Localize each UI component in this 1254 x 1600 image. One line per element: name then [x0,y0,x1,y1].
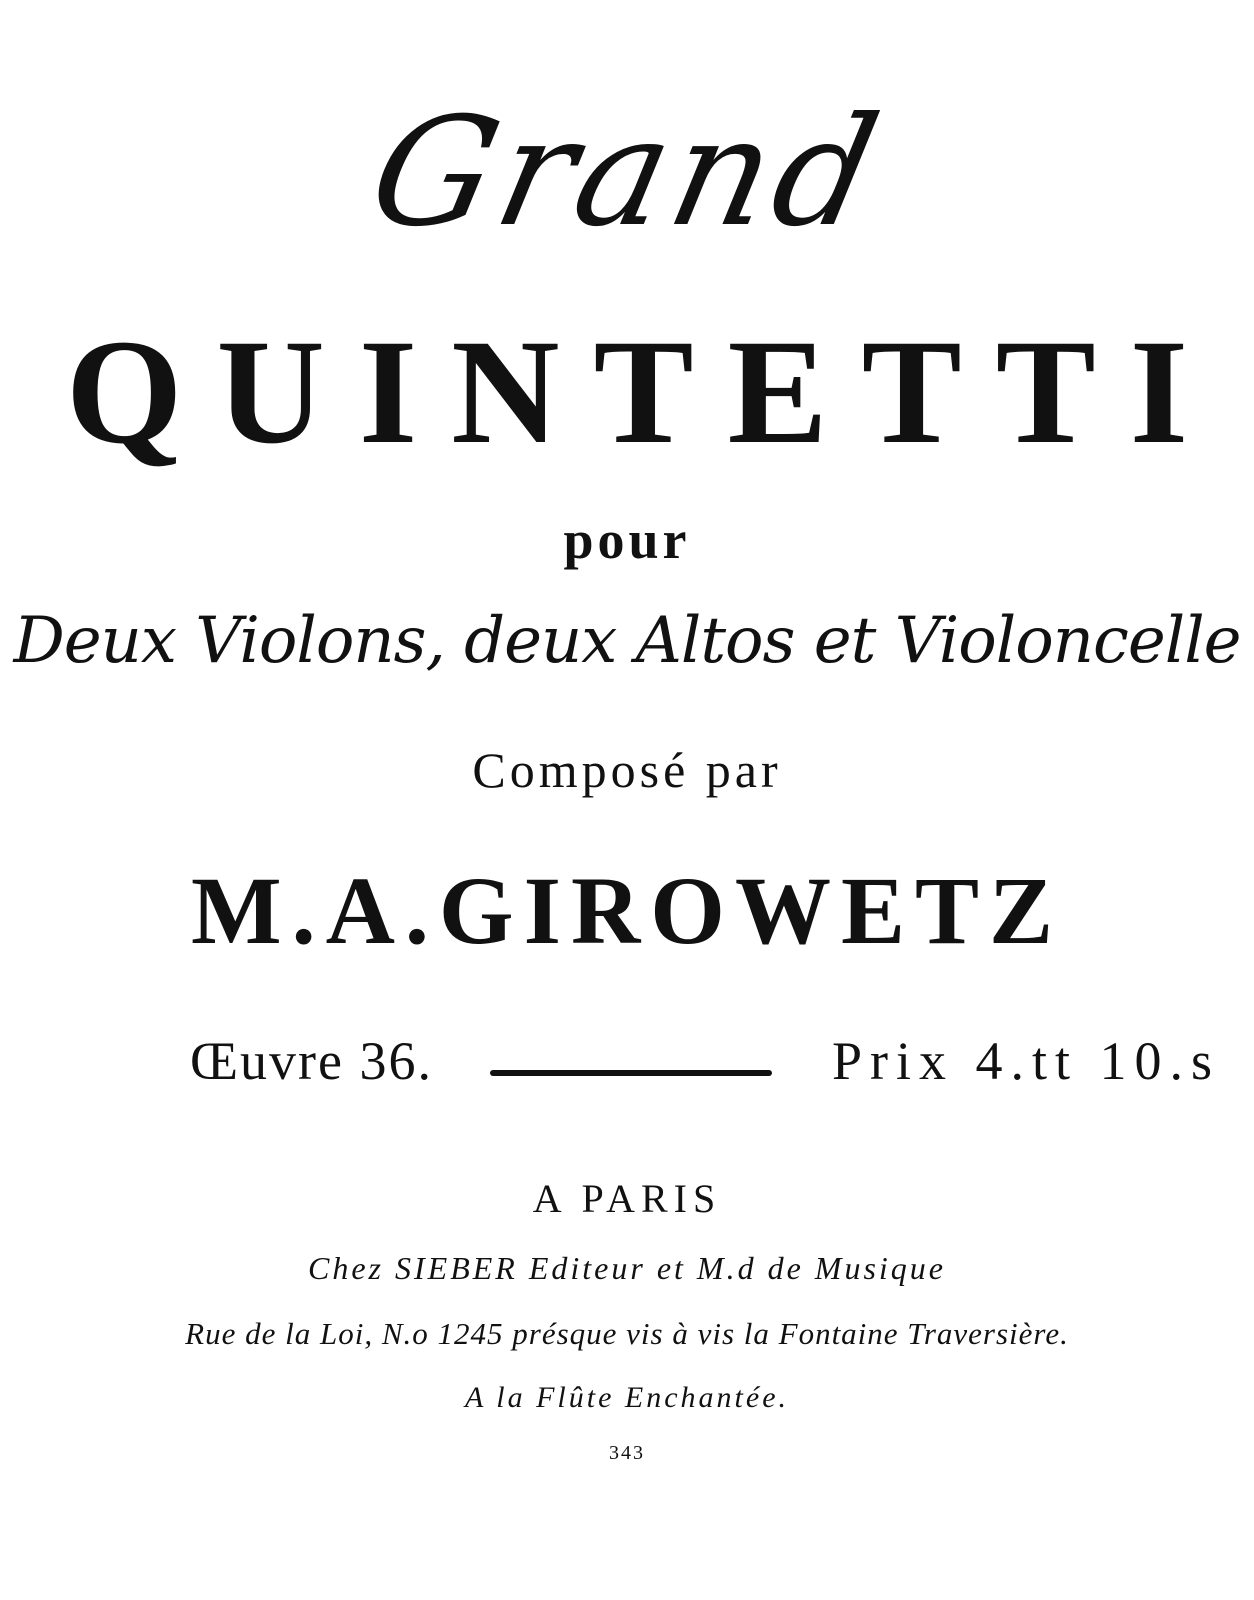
title-quintetti: QUINTETTI [65,309,1223,475]
composer-name: M.A.GIROWETZ [190,857,1064,964]
imprint-shop-sign: A la Flûte Enchantée. [464,1381,790,1414]
instrumentation: Deux Violons, deux Altos et Violoncelle [13,604,1241,678]
compose-par: Composé par [472,742,782,798]
price: Prix 4.tt 10.s [832,1031,1221,1091]
title-grand: Grand [356,86,898,260]
opus-number: Œuvre 36. [190,1031,433,1091]
imprint-city: A PARIS [532,1176,722,1221]
opus-price-row [0,1026,1254,1096]
imprint-address: Rue de la Loi, N.o 1245 présque vis à vis la Fontaine Traversière. [185,1316,1069,1351]
decorative-rule [490,1070,772,1076]
subtitle-pour: pour [563,510,691,570]
plate-number: 343 [609,1442,645,1464]
imprint-publisher: Chez SIEBER Editeur et M.d de Musique [308,1250,946,1286]
